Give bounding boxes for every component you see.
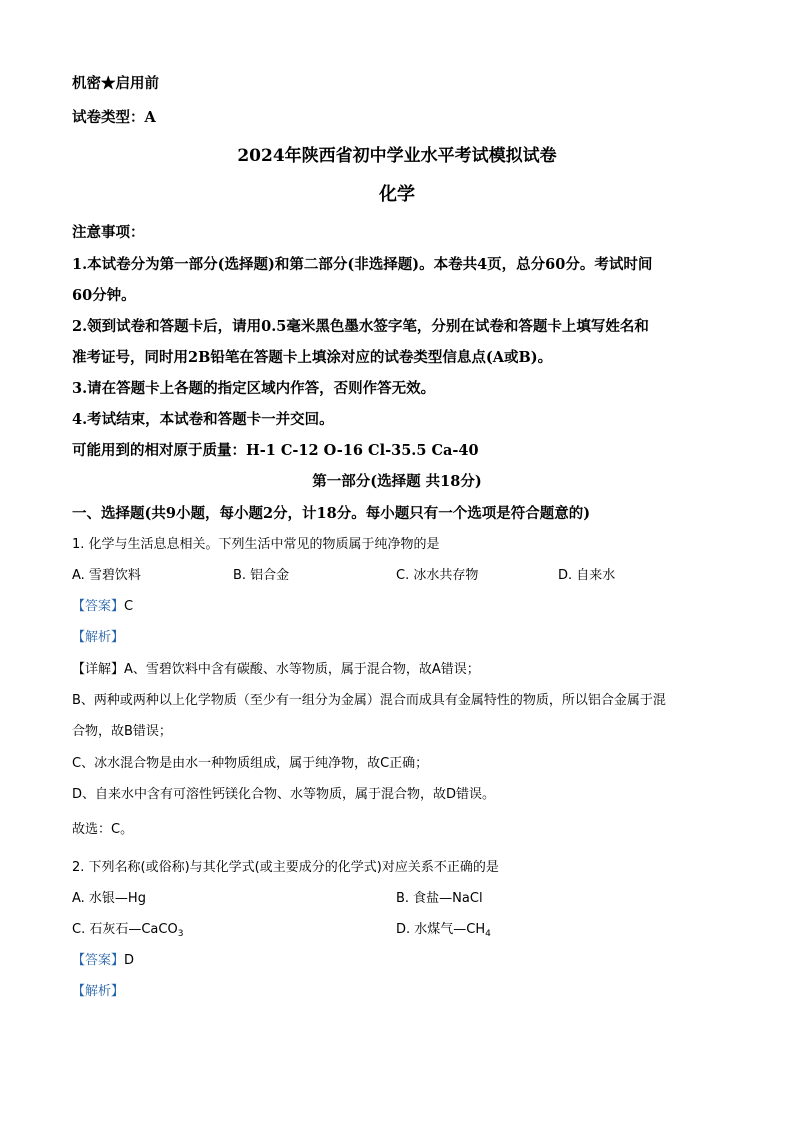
answer-tag: 【答案】: [72, 599, 125, 614]
note-item-3: 3.请在答题卡上各题的指定区域内作答，否则作答无效。: [72, 380, 436, 397]
answer-value: C: [124, 599, 134, 614]
question-1-option-c: C. 冰水共存物: [396, 568, 479, 583]
notes-heading: 注意事项：: [72, 224, 145, 241]
question-1-analysis-tag: 【解析】: [72, 630, 125, 645]
note-item-4: 4.考试结束，本试卷和答题卡一并交回。: [72, 411, 334, 428]
section-heading: 一、选择题(共9小题，每小题2分，计18分。每小题只有一个选项是符合题意的): [72, 505, 591, 522]
question-1-detail-d: D、自来水中含有可溶性钙镁化合物、水等物质，属于混合物，故D错误。: [72, 787, 496, 802]
paper-type-label: 试卷类型：A: [72, 109, 156, 126]
note-item-1-line-2: 60分钟。: [72, 287, 136, 304]
detail-a-text: A、雪碧饮料中含有碳酸、水等物质，属于混合物，故A错误；: [124, 662, 480, 677]
question-1-detail-a: [72, 660, 480, 680]
answer-tag: 【答案】: [72, 953, 125, 968]
question-1-answer: [72, 597, 133, 617]
note-item-1-line-1: 1.本试卷分为第一部分(选择题)和第二部分(非选择题)。本卷共4页，总分60分。考试时间: [72, 256, 653, 273]
detail-tag: 【详解】: [72, 662, 125, 677]
option-d-subscript: 4: [485, 929, 491, 939]
question-2-analysis-tag: 【解析】: [72, 984, 125, 999]
answer-value: D: [124, 953, 135, 968]
part1-heading: 第一部分(选择题 共18分): [312, 473, 482, 490]
question-2-answer: [72, 951, 134, 971]
question-1-option-b: B. 铝合金: [233, 568, 290, 583]
option-c-text: C. 石灰石—CaCO: [72, 922, 178, 937]
question-2-stem: 2. 下列名称(或俗称)与其化学式(或主要成分的化学式)对应关系不正确的是: [72, 860, 499, 875]
question-1-conclusion: 故选：C。: [72, 822, 134, 837]
note-item-2-line-1: 2.领到试卷和答题卡后，请用0.5毫米黑色墨水签字笔，分别在试卷和答题卡上填写姓名和: [72, 318, 649, 335]
question-1-detail-b-line-1: B、两种或两种以上化学物质（至少有一组分为金属）混合而成具有金属特性的物质，所以铝合金属于混: [72, 693, 666, 708]
question-1-detail-b-line-2: 合物，故B错误；: [72, 724, 172, 739]
atomic-masses-line: 可能用到的相对原于质量：H-1 C-12 O-16 Cl-35.5 Ca-40: [72, 442, 479, 459]
question-1-stem: 1. 化学与生活息息相关。下列生活中常见的物质属于纯净物的是: [72, 537, 440, 552]
question-2-option-d: [396, 920, 491, 944]
question-2-option-c: [72, 920, 183, 944]
option-d-text: D. 水煤气—CH: [396, 922, 486, 937]
question-1-detail-c: C、冰水混合物是由水一种物质组成，属于纯净物，故C正确；: [72, 756, 429, 771]
question-1-option-a: A. 雪碧饮料: [72, 568, 141, 583]
note-item-2-line-2: 准考证号，同时用2B铅笔在答题卡上填涂对应的试卷类型信息点(A或B)。: [72, 349, 553, 366]
question-1-option-d: D. 自来水: [558, 568, 616, 583]
subject-title: 化学: [379, 184, 415, 205]
option-c-subscript: 3: [177, 929, 184, 939]
question-2-option-b: B. 食盐—NaCl: [396, 891, 483, 906]
page-title: 2024年陕西省初中学业水平考试模拟试卷: [237, 146, 557, 166]
question-2-option-a: A. 水银—Hg: [72, 891, 146, 906]
confidential-label: 机密★启用前: [72, 75, 159, 92]
